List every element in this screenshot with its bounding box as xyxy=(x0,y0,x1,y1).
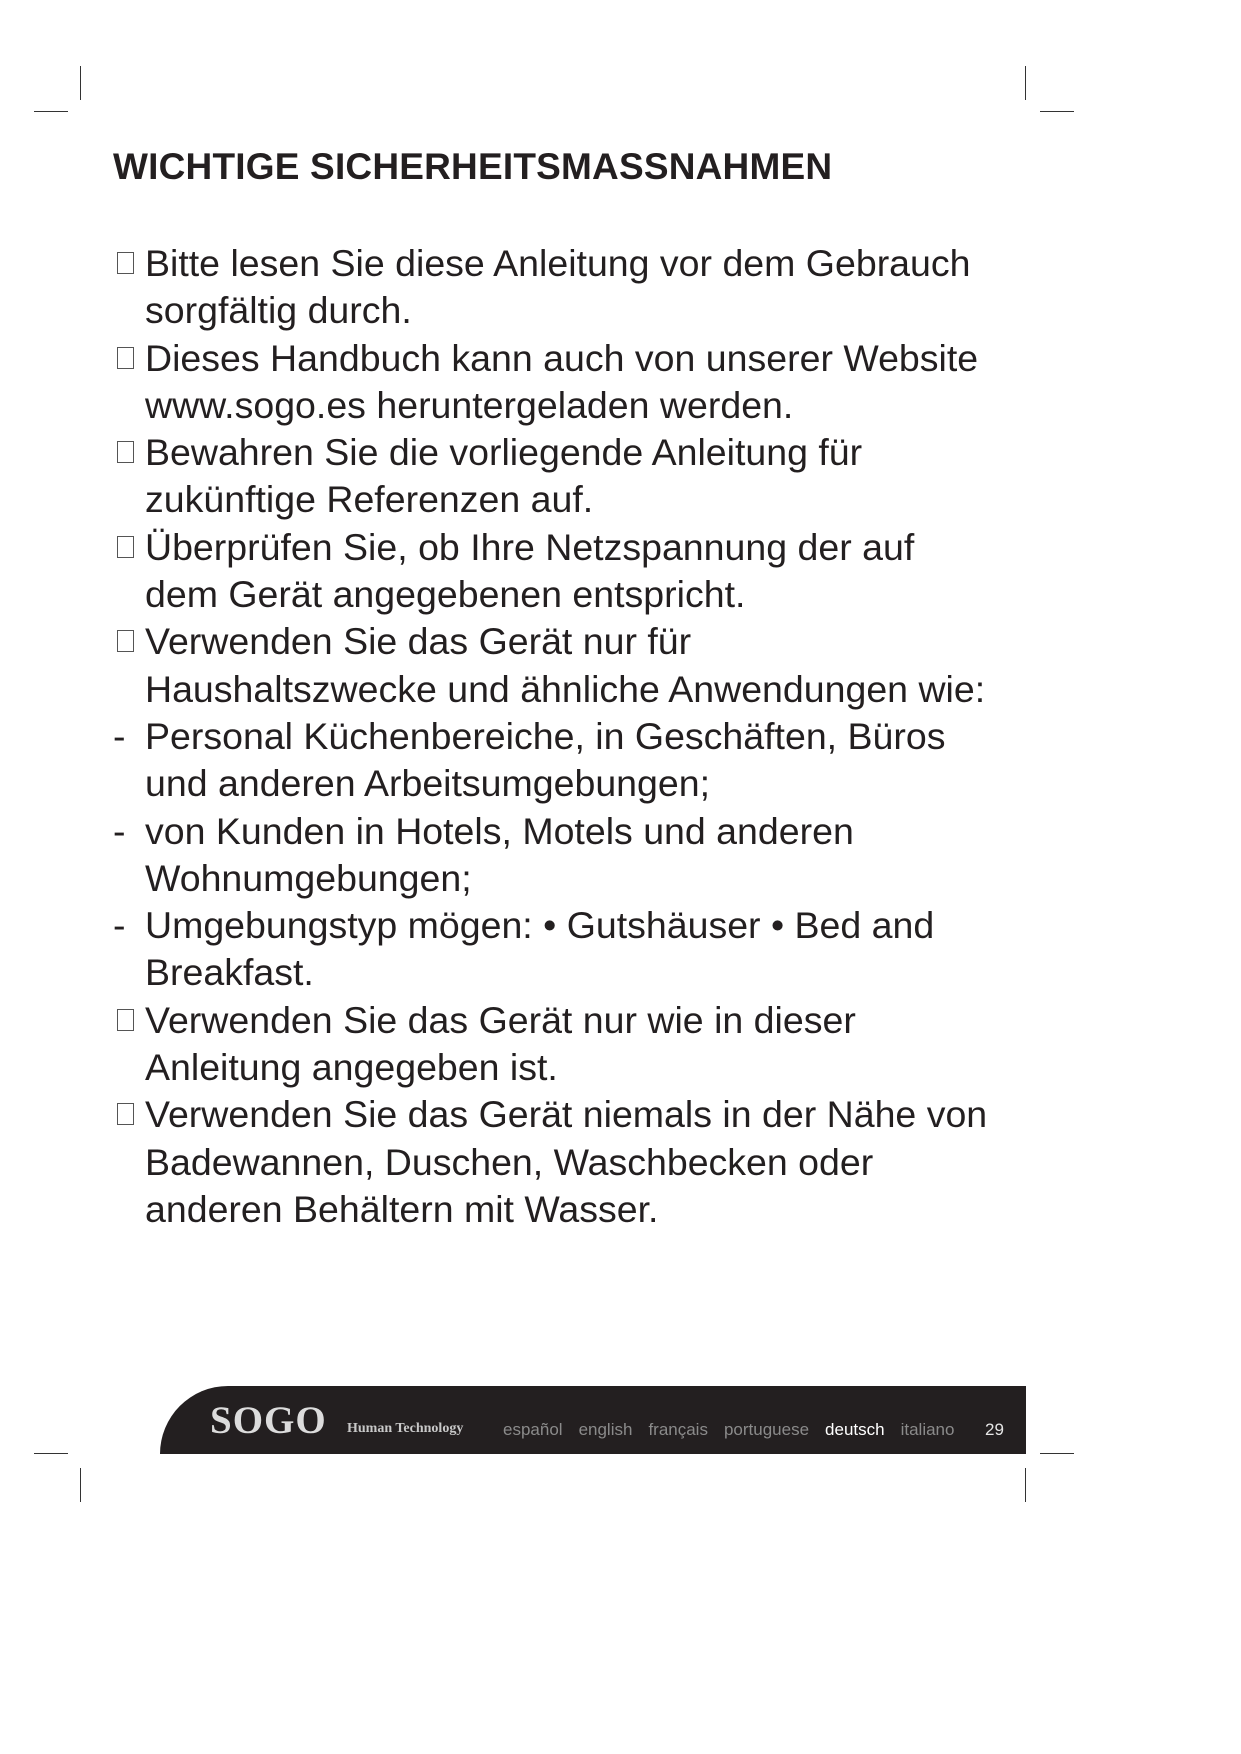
checkbox-square-icon xyxy=(117,441,134,463)
use-text: von Kunden in Hotels, Motels und anderen Wohnumgebungen; xyxy=(145,809,854,899)
dash-marker: - xyxy=(113,714,126,757)
checkbox-square-icon xyxy=(117,630,134,652)
use-list-item xyxy=(113,808,993,903)
language-francais: français xyxy=(648,1420,708,1439)
instruction-item xyxy=(113,524,993,619)
checkbox-square-icon xyxy=(117,1009,134,1031)
instruction-item xyxy=(113,997,993,1092)
language-italiano: italiano xyxy=(900,1420,955,1439)
language-espanol: español xyxy=(503,1420,563,1439)
instruction-text: Verwenden Sie das Gerät nur wie in dieser Anleitung angegeben ist. xyxy=(145,998,856,1089)
use-text: Umgebungstyp mögen: • Gutshäuser • Bed and Breakfast. xyxy=(145,904,935,994)
instruction-text: Bitte lesen Sie diese Anleitung vor dem Gebrauch sorgfältig durch. xyxy=(145,242,971,332)
instruction-text: Dieses Handbuch kann auch von unserer Website www.sogo.es heruntergeladen werden. xyxy=(145,336,979,426)
instruction-text: Verwenden Sie das Gerät niemals in der Nähe von Badewannen, Duschen, Waschbecken oder anderen Behältern mit Wasser. xyxy=(145,1093,988,1230)
checkbox-square-icon xyxy=(117,1103,134,1125)
instruction-item xyxy=(113,618,993,713)
checkbox-square-icon xyxy=(117,252,134,274)
language-list xyxy=(503,1420,954,1440)
instruction-item xyxy=(113,240,993,335)
dash-marker: - xyxy=(113,809,126,852)
page-title: WICHTIGE SICHERHEITSMASSNAHMEN xyxy=(113,146,833,187)
checkbox-square-icon xyxy=(117,347,134,369)
language-english: english xyxy=(578,1420,633,1439)
instruction-text: Überprüfen Sie, ob Ihre Netzspannung der auf dem Gerät angegebenen entspricht. xyxy=(145,525,915,616)
instruction-text: Bewahren Sie die vorliegende Anleitung für zukünftige Referenzen auf. xyxy=(145,431,863,521)
brand-tagline: Human Technology xyxy=(347,1421,464,1436)
language-deutsch-active: deutsch xyxy=(825,1420,885,1439)
use-list-item xyxy=(113,902,993,997)
crop-mark xyxy=(34,1453,68,1454)
language-portuguese: portuguese xyxy=(723,1420,810,1439)
crop-mark xyxy=(80,1468,81,1502)
instruction-text: Verwenden Sie das Gerät nur für Haushaltszwecke und ähnliche Anwendungen wie: xyxy=(145,620,986,710)
crop-mark xyxy=(80,66,81,100)
instruction-item xyxy=(113,335,993,430)
footer-banner xyxy=(160,1386,1026,1454)
sogo-logo: SOGO xyxy=(210,1399,327,1442)
use-list-item xyxy=(113,713,993,808)
page-number: 29 xyxy=(985,1420,1004,1439)
instruction-item xyxy=(113,1091,993,1233)
instruction-item xyxy=(113,429,993,524)
checkbox-square-icon xyxy=(117,536,134,558)
crop-mark xyxy=(1040,111,1074,112)
crop-mark xyxy=(34,111,68,112)
dash-marker: - xyxy=(113,904,126,947)
crop-mark xyxy=(1040,1453,1074,1454)
crop-mark xyxy=(1025,66,1026,100)
safety-instructions xyxy=(113,240,993,1233)
crop-mark xyxy=(1025,1468,1026,1502)
use-text: Personal Küchenbereiche, in Geschäften, Büros und anderen Arbeitsumgebungen; xyxy=(145,714,946,805)
